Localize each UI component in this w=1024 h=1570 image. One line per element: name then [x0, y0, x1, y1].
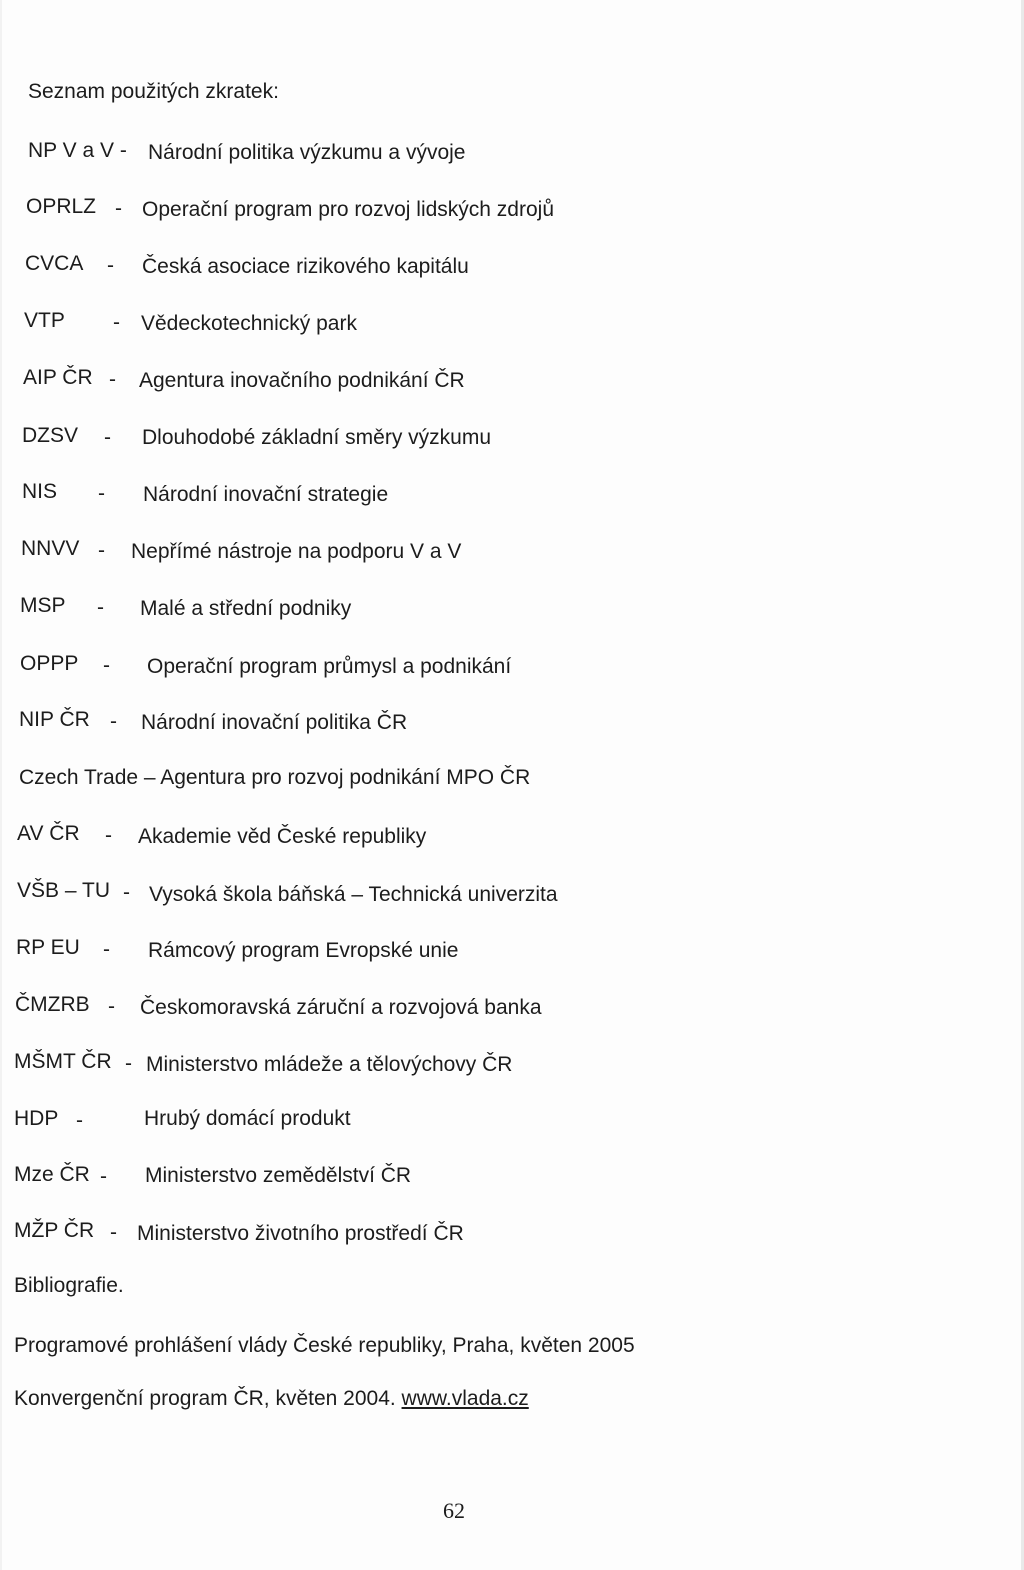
abbreviation-dash: -	[76, 1109, 83, 1132]
abbreviation-term: ČMZRB	[15, 993, 90, 1016]
abbreviation-dash: -	[103, 654, 110, 677]
abbreviation-dash: -	[98, 539, 105, 562]
abbreviation-term: DZSV	[22, 424, 79, 447]
abbreviation-term: VŠB – TU	[17, 879, 110, 902]
abbreviation-term: AIP ČR	[23, 366, 93, 389]
abbreviation-definition: Česká asociace rizikového kapitálu	[142, 255, 469, 278]
abbreviation-dash: -	[110, 1221, 117, 1244]
abbreviation-dash: -	[97, 596, 104, 619]
abbreviation-term: OPPP	[20, 652, 79, 675]
abbreviation-definition: Ministerstvo životního prostředí ČR	[137, 1222, 464, 1245]
abbreviation-definition: Vysoká škola báňská – Technická univerzita	[149, 883, 558, 906]
abbreviation-definition: Dlouhodobé základní směry výzkumu	[142, 426, 492, 449]
abbreviation-definition: Národní inovační strategie	[143, 483, 389, 506]
abbreviation-dash: -	[107, 254, 114, 277]
abbreviation-term: NIP ČR	[19, 708, 90, 731]
abbreviation-dash: -	[115, 197, 122, 220]
abbreviation-term: MSP	[20, 594, 66, 617]
abbreviation-term: OPRLZ	[26, 195, 97, 218]
abbreviation-dash: -	[125, 1052, 132, 1075]
abbreviation-definition: Agentura inovačního podnikání ČR	[139, 369, 465, 392]
abbreviation-term: AV ČR	[17, 822, 80, 845]
abbreviation-full-line: Czech Trade – Agentura pro rozvoj podnikání MPO ČR	[19, 766, 531, 789]
abbreviation-definition: Operační program průmysl a podnikání	[147, 655, 512, 678]
abbreviation-term: MŠMT ČR	[14, 1050, 112, 1073]
bibliography-entry-text: Konvergenční program ČR, květen 2004.	[14, 1387, 402, 1410]
abbreviation-definition: Českomoravská záruční a rozvojová banka	[140, 996, 542, 1019]
abbreviation-dash: -	[108, 995, 115, 1018]
abbreviation-dash: -	[123, 881, 130, 904]
abbreviation-definition: Hrubý domácí produkt	[144, 1107, 351, 1130]
bibliography-entry	[14, 1386, 529, 1412]
page-number: 62	[443, 1498, 465, 1523]
abbreviation-term: CVCA	[25, 252, 84, 275]
vlada-link[interactable]: www.vlada.cz	[401, 1387, 529, 1410]
abbreviation-term: RP EU	[16, 936, 80, 959]
abbreviation-definition: Ministerstvo mládeže a tělovýchovy ČR	[146, 1053, 513, 1076]
abbreviation-definition: Akademie věd České republiky	[138, 825, 427, 848]
bibliography-entry-text: Programové prohlášení vlády České republiky, Praha, květen 2005	[14, 1334, 635, 1357]
abbreviation-dash: -	[113, 311, 120, 334]
abbreviation-dash: -	[100, 1165, 107, 1188]
abbreviation-dash: -	[110, 710, 117, 733]
abbreviation-dash: -	[103, 938, 110, 961]
abbreviations-heading: Seznam použitých zkratek:	[28, 80, 279, 103]
abbreviation-term: MŽP ČR	[14, 1219, 95, 1242]
abbreviation-term: NNVV	[21, 537, 80, 560]
abbreviation-term: HDP	[14, 1107, 59, 1130]
bibliography-heading: Bibliografie.	[14, 1274, 124, 1297]
abbreviation-definition: Národní inovační politika ČR	[141, 711, 408, 734]
bibliography-entry	[14, 1333, 635, 1359]
abbreviation-definition: Rámcový program Evropské unie	[148, 939, 459, 962]
scan-edge-left	[0, 0, 2, 1570]
abbreviation-dash: -	[98, 482, 105, 505]
abbreviation-definition: Národní politika výzkumu a vývoje	[148, 141, 466, 164]
abbreviation-definition: Vědeckotechnický park	[141, 312, 357, 335]
abbreviation-definition: Operační program pro rozvoj lidských zdrojů	[142, 198, 555, 221]
abbreviation-term: VTP	[24, 309, 65, 332]
abbreviation-term: NIS	[22, 480, 58, 503]
abbreviation-definition: Nepřímé nástroje na podporu V a V	[131, 540, 462, 563]
abbreviation-dash: -	[105, 824, 112, 847]
abbreviation-definition: Malé a střední podniky	[140, 597, 352, 620]
abbreviation-definition: Ministerstvo zemědělství ČR	[145, 1164, 412, 1187]
abbreviation-dash: -	[109, 368, 116, 391]
abbreviation-term: Mze ČR	[14, 1163, 90, 1186]
abbreviation-term: NP V a V -	[28, 139, 127, 162]
abbreviation-dash: -	[104, 426, 111, 449]
